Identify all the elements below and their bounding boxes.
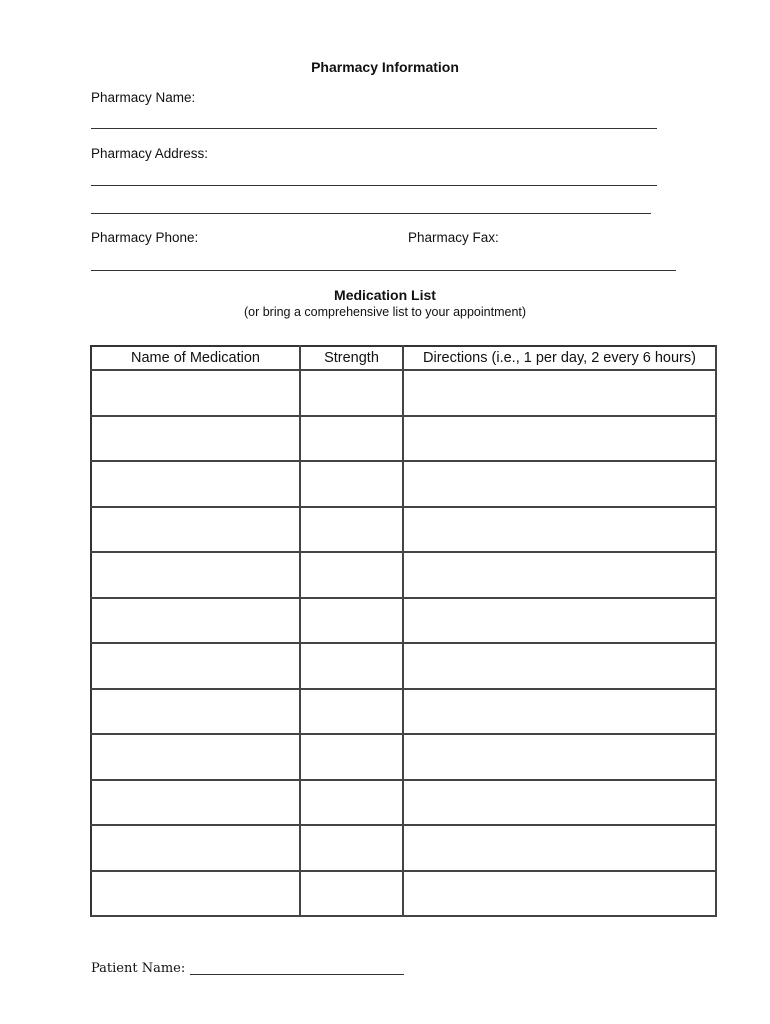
medication-name-cell[interactable]	[91, 370, 300, 416]
pharmacy-name-label: Pharmacy Name:	[91, 90, 196, 105]
medication-list-heading: Medication List	[334, 287, 436, 303]
medication-name-cell[interactable]	[91, 825, 300, 871]
medication-name-cell[interactable]	[91, 643, 300, 689]
strength-cell[interactable]	[300, 416, 403, 462]
medication-name-cell[interactable]	[91, 734, 300, 780]
medication-name-cell[interactable]	[91, 689, 300, 735]
table-row	[91, 689, 716, 735]
table-row	[91, 780, 716, 826]
directions-cell[interactable]	[403, 734, 716, 780]
pharmacy-address-field-line-2[interactable]	[91, 213, 651, 214]
directions-cell[interactable]	[403, 552, 716, 598]
strength-cell[interactable]	[300, 871, 403, 917]
medication-table-header	[91, 346, 716, 370]
pharmacy-address-field-line-1[interactable]	[91, 185, 657, 186]
directions-cell[interactable]	[403, 461, 716, 507]
column-header-strength: Strength	[300, 346, 403, 370]
medication-table-body	[91, 370, 716, 916]
medication-name-cell[interactable]	[91, 871, 300, 917]
pharmacy-info-heading: Pharmacy Information	[311, 59, 459, 75]
directions-cell[interactable]	[403, 780, 716, 826]
patient-name-field[interactable]	[190, 974, 404, 975]
column-header-name: Name of Medication	[91, 346, 300, 370]
medication-list-subheading: (or bring a comprehensive list to your appointment)	[243, 305, 527, 319]
strength-cell[interactable]	[300, 370, 403, 416]
patient-name-label: Patient Name:	[91, 961, 186, 976]
strength-cell[interactable]	[300, 734, 403, 780]
medication-name-cell[interactable]	[91, 507, 300, 553]
table-row	[91, 552, 716, 598]
pharmacy-fax-label: Pharmacy Fax:	[408, 230, 499, 245]
table-row	[91, 825, 716, 871]
pharmacy-phone-fax-field[interactable]	[91, 270, 676, 271]
directions-cell[interactable]	[403, 825, 716, 871]
directions-cell[interactable]	[403, 507, 716, 553]
strength-cell[interactable]	[300, 507, 403, 553]
table-row	[91, 734, 716, 780]
strength-cell[interactable]	[300, 598, 403, 644]
table-row	[91, 461, 716, 507]
medication-name-cell[interactable]	[91, 416, 300, 462]
strength-cell[interactable]	[300, 780, 403, 826]
medication-table	[90, 345, 717, 917]
directions-cell[interactable]	[403, 370, 716, 416]
table-row	[91, 598, 716, 644]
table-row	[91, 370, 716, 416]
medication-name-cell[interactable]	[91, 598, 300, 644]
table-row	[91, 416, 716, 462]
column-header-directions: Directions (i.e., 1 per day, 2 every 6 hours)	[403, 346, 716, 370]
directions-cell[interactable]	[403, 598, 716, 644]
directions-cell[interactable]	[403, 871, 716, 917]
pharmacy-name-field[interactable]	[91, 128, 657, 129]
directions-cell[interactable]	[403, 643, 716, 689]
strength-cell[interactable]	[300, 461, 403, 507]
directions-cell[interactable]	[403, 689, 716, 735]
table-row	[91, 871, 716, 917]
strength-cell[interactable]	[300, 825, 403, 871]
pharmacy-phone-label: Pharmacy Phone:	[91, 230, 199, 245]
table-row	[91, 643, 716, 689]
table-row	[91, 507, 716, 553]
pharmacy-address-label: Pharmacy Address:	[91, 146, 209, 161]
strength-cell[interactable]	[300, 689, 403, 735]
directions-cell[interactable]	[403, 416, 716, 462]
medication-name-cell[interactable]	[91, 780, 300, 826]
strength-cell[interactable]	[300, 643, 403, 689]
strength-cell[interactable]	[300, 552, 403, 598]
medication-name-cell[interactable]	[91, 461, 300, 507]
medication-name-cell[interactable]	[91, 552, 300, 598]
